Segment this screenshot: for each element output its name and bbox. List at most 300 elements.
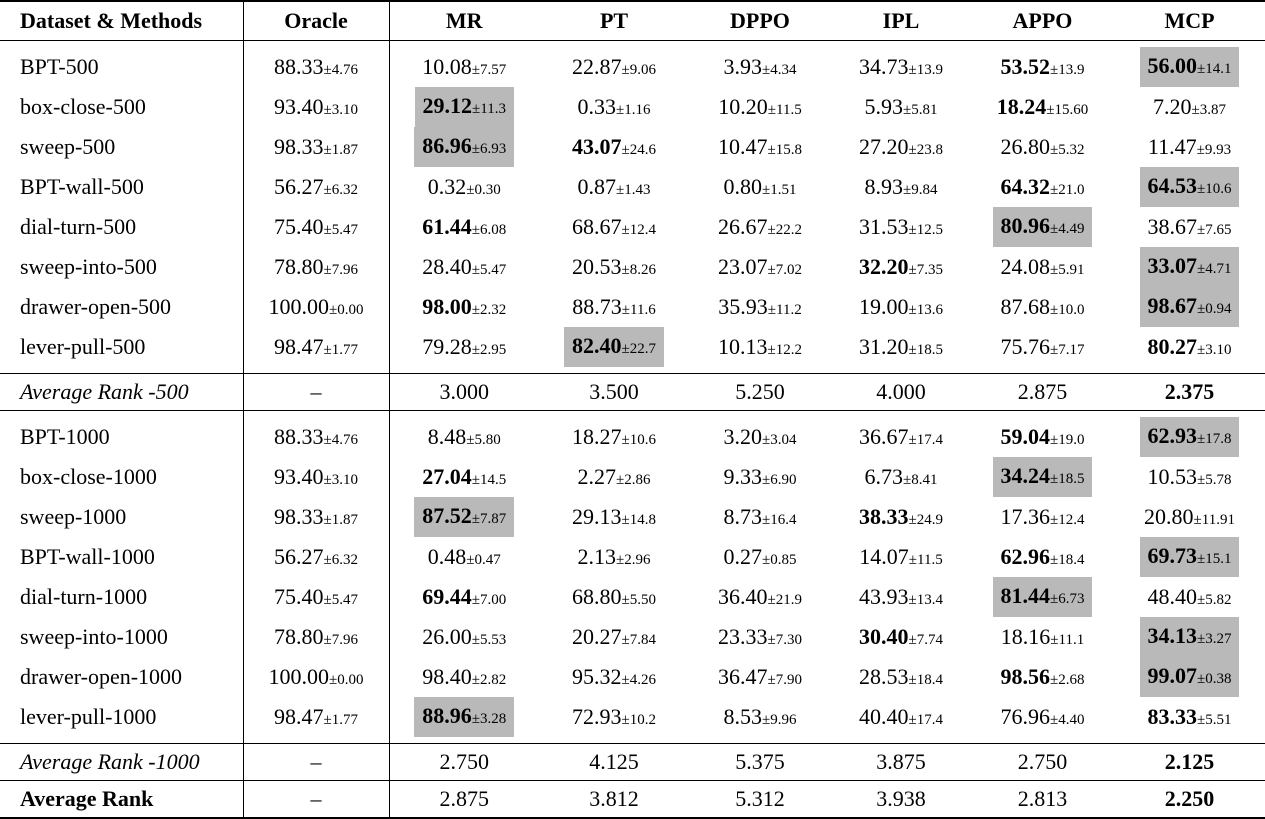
value — [1018, 786, 1068, 811]
std-value: ±12.2 — [767, 342, 802, 358]
header-pt: PT — [539, 1, 689, 41]
value — [876, 749, 926, 774]
value — [1148, 584, 1232, 609]
cell-pt — [539, 457, 689, 497]
cell-ipl — [831, 327, 971, 374]
cell-ipl — [831, 411, 971, 458]
value — [1001, 624, 1084, 649]
std-value: ±10.6 — [1197, 181, 1232, 197]
cell-mcp — [1114, 41, 1265, 88]
mean-value: 10.53 — [1147, 464, 1197, 489]
std-value: ±2.86 — [616, 472, 651, 488]
cell-mcp — [1114, 167, 1265, 207]
cell-mcp — [1114, 537, 1265, 577]
std-value: ±17.4 — [908, 432, 943, 448]
std-value: ±11.5 — [908, 552, 943, 568]
cell-mcp — [1114, 127, 1265, 167]
cell-oracle — [243, 287, 389, 327]
value — [1153, 94, 1226, 119]
value — [1001, 544, 1085, 569]
std-value: ±3.28 — [471, 711, 507, 727]
cell-dppo — [689, 247, 831, 287]
mean-value: 75.76 — [1000, 334, 1050, 359]
highlighted-value — [1140, 287, 1240, 327]
cell-mr — [389, 577, 539, 617]
value — [1001, 504, 1085, 529]
mean-value: 5.250 — [735, 379, 785, 404]
std-value: ±15.1 — [1197, 551, 1232, 567]
mean-value: 8.48 — [427, 424, 467, 449]
mean-value: 36.67 — [859, 424, 909, 449]
mean-value: 6.73 — [864, 464, 903, 489]
std-value: ±1.16 — [616, 102, 651, 118]
std-value: ±11.3 — [472, 101, 506, 117]
std-value: ±0.85 — [762, 552, 797, 568]
mean-value: 24.08 — [1000, 254, 1050, 279]
mean-value: 93.40 — [274, 94, 324, 119]
std-value: ±18.4 — [1050, 552, 1085, 568]
std-value: ±7.84 — [621, 632, 656, 648]
std-value: ±6.32 — [323, 182, 358, 198]
value — [859, 584, 943, 609]
cell-appo — [971, 457, 1114, 497]
highlighted-value — [1140, 417, 1240, 457]
mean-value: 18.24 — [996, 94, 1047, 119]
mean-value: 26.80 — [1000, 134, 1050, 159]
mean-value: 34.24 — [1000, 463, 1050, 488]
std-value: ±11.5 — [767, 102, 802, 118]
mean-value: 88.96 — [422, 703, 472, 728]
mean-value: 100.00 — [268, 664, 329, 689]
value — [422, 254, 506, 279]
std-value: ±5.82 — [1197, 592, 1232, 608]
value — [440, 749, 490, 774]
mean-value: 9.33 — [723, 464, 762, 489]
std-value: ±5.47 — [471, 262, 507, 278]
mean-value: 10.13 — [718, 334, 768, 359]
value — [1165, 786, 1215, 811]
mean-value: 20.80 — [1144, 504, 1194, 529]
value — [274, 704, 358, 729]
std-value: ±7.35 — [908, 262, 943, 278]
cell-appo — [971, 781, 1114, 819]
std-value: ±24.6 — [621, 142, 656, 158]
value — [572, 214, 656, 239]
value — [718, 664, 802, 689]
std-value: ±4.76 — [323, 432, 358, 448]
cell-oracle — [243, 41, 389, 88]
cell-ipl — [831, 537, 971, 577]
header-mcp: MCP — [1114, 1, 1265, 41]
mean-value: 100.00 — [268, 294, 329, 319]
std-value: ±18.4 — [908, 672, 943, 688]
value — [865, 94, 938, 119]
value — [572, 54, 656, 79]
row-label: box-close-500 — [0, 87, 243, 127]
cell-appo — [971, 127, 1114, 167]
std-value: ±1.77 — [323, 342, 358, 358]
cell-dppo — [689, 167, 831, 207]
mean-value: 5.375 — [735, 749, 785, 774]
value — [859, 334, 943, 359]
cell-appo — [971, 247, 1114, 287]
value — [274, 54, 358, 79]
cell-appo — [971, 744, 1114, 781]
cell-mcp — [1114, 657, 1265, 697]
std-value: ±3.10 — [1197, 342, 1232, 358]
mean-value: 75.40 — [274, 214, 324, 239]
mean-value: 2.125 — [1164, 749, 1215, 774]
mean-value: 93.40 — [274, 464, 324, 489]
value — [1001, 424, 1085, 449]
table-row — [0, 537, 1265, 577]
value — [422, 464, 506, 489]
std-value: ±5.50 — [621, 592, 656, 608]
value — [274, 254, 358, 279]
value — [859, 134, 943, 159]
header-mr: MR — [389, 1, 539, 41]
value — [589, 749, 639, 774]
cell-ipl — [831, 287, 971, 327]
mean-value: 2.750 — [439, 749, 489, 774]
value — [859, 664, 943, 689]
cell-mr — [389, 327, 539, 374]
mean-value: 14.07 — [859, 544, 909, 569]
value — [274, 544, 358, 569]
value — [274, 134, 358, 159]
mean-value: 81.44 — [1000, 583, 1050, 608]
cell-pt — [539, 537, 689, 577]
std-value: ±4.76 — [323, 62, 358, 78]
value — [1148, 214, 1232, 239]
cell-dppo — [689, 87, 831, 127]
cell-appo — [971, 41, 1114, 88]
mean-value: 10.08 — [422, 54, 472, 79]
std-value: ±1.87 — [323, 512, 358, 528]
mean-value: 98.33 — [274, 134, 324, 159]
std-value: ±11.1 — [1050, 632, 1085, 648]
cell-oracle — [243, 411, 389, 458]
value — [859, 294, 943, 319]
cell-mcp — [1114, 374, 1265, 411]
average-rank-row — [0, 744, 1265, 781]
row-label: sweep-1000 — [0, 497, 243, 537]
std-value: ±0.00 — [329, 672, 364, 688]
value — [1148, 704, 1232, 729]
value — [422, 334, 506, 359]
mean-value: 43.07 — [572, 134, 622, 159]
row-label: lever-pull-500 — [0, 327, 243, 374]
value — [1001, 334, 1085, 359]
cell-oracle — [243, 247, 389, 287]
value — [428, 424, 501, 449]
mean-value: 4.000 — [876, 379, 926, 404]
highlighted-value — [993, 457, 1093, 497]
mean-value: 18.16 — [1000, 624, 1051, 649]
std-value: ±16.4 — [762, 512, 797, 528]
value — [572, 134, 656, 159]
std-value: ±3.87 — [1191, 102, 1226, 118]
std-value: ±3.04 — [762, 432, 797, 448]
mean-value: 26.67 — [718, 214, 768, 239]
value — [572, 254, 656, 279]
std-value: ±3.27 — [1197, 631, 1232, 647]
value — [724, 174, 797, 199]
cell-ipl — [831, 247, 971, 287]
value — [859, 254, 943, 279]
mean-value: 62.96 — [1000, 544, 1050, 569]
mean-value: 3.812 — [589, 786, 639, 811]
mean-value: – — [310, 379, 322, 404]
value — [578, 174, 651, 199]
mean-value: 10.47 — [718, 134, 768, 159]
table-row — [0, 457, 1265, 497]
header-dataset-methods: Dataset & Methods — [0, 1, 243, 41]
std-value: ±10.2 — [621, 712, 656, 728]
cell-mcp — [1114, 577, 1265, 617]
mean-value: 35.93 — [718, 294, 768, 319]
row-label: dial-turn-500 — [0, 207, 243, 247]
std-value: ±13.6 — [908, 302, 943, 318]
cell-mr — [389, 617, 539, 657]
mean-value: 28.40 — [422, 254, 472, 279]
mean-value: 56.27 — [274, 174, 324, 199]
cell-oracle — [243, 167, 389, 207]
mean-value: 95.32 — [572, 664, 622, 689]
cell-ipl — [831, 781, 971, 819]
value — [859, 424, 943, 449]
cell-dppo — [689, 411, 831, 458]
mean-value: 43.93 — [859, 584, 909, 609]
mean-value: 83.33 — [1147, 704, 1197, 729]
std-value: ±7.57 — [471, 62, 507, 78]
cell-appo — [971, 577, 1114, 617]
value — [589, 379, 639, 404]
cell-mcp — [1114, 411, 1265, 458]
mean-value: 34.73 — [859, 54, 909, 79]
row-label: BPT-wall-1000 — [0, 537, 243, 577]
std-value: ±1.87 — [323, 142, 358, 158]
highlighted-value — [414, 497, 514, 537]
mean-value: 78.80 — [274, 624, 324, 649]
mean-value: 82.40 — [572, 333, 622, 358]
std-value: ±15.60 — [1046, 102, 1089, 118]
mean-value: 36.47 — [718, 664, 768, 689]
row-label: drawer-open-500 — [0, 287, 243, 327]
mean-value: 20.27 — [572, 624, 622, 649]
value — [859, 624, 943, 649]
row-label: BPT-wall-500 — [0, 167, 243, 207]
value — [1001, 664, 1085, 689]
value — [735, 379, 785, 404]
cell-mcp — [1114, 697, 1265, 744]
cell-ipl — [831, 697, 971, 744]
value — [1001, 54, 1085, 79]
cell-mr — [389, 167, 539, 207]
cell-pt — [539, 247, 689, 287]
mean-value: 69.73 — [1147, 543, 1197, 568]
cell-oracle — [243, 744, 389, 781]
value — [865, 174, 938, 199]
table-row — [0, 497, 1265, 537]
value — [876, 379, 926, 404]
cell-appo — [971, 287, 1114, 327]
mean-value: 48.40 — [1147, 584, 1197, 609]
std-value: ±2.68 — [1050, 672, 1085, 688]
mean-value: 27.20 — [859, 134, 909, 159]
table-row — [0, 167, 1265, 207]
std-value: ±4.49 — [1050, 221, 1085, 237]
mean-value: 78.80 — [274, 254, 324, 279]
cell-ipl — [831, 127, 971, 167]
value — [718, 214, 802, 239]
highlighted-value — [993, 207, 1093, 247]
std-value: ±11.91 — [1193, 512, 1235, 528]
std-value: ±21.9 — [767, 592, 802, 608]
value — [572, 504, 656, 529]
mean-value: 75.40 — [274, 584, 324, 609]
cell-oracle — [243, 374, 389, 411]
value — [572, 294, 655, 319]
cell-dppo — [689, 617, 831, 657]
std-value: ±13.4 — [908, 592, 943, 608]
value — [578, 544, 651, 569]
mean-value: 79.28 — [422, 334, 472, 359]
std-value: ±8.26 — [621, 262, 656, 278]
value — [997, 94, 1088, 119]
cell-mcp — [1114, 497, 1265, 537]
std-value: ±7.74 — [908, 632, 943, 648]
mean-value: 88.73 — [572, 294, 622, 319]
std-value: ±9.84 — [903, 182, 938, 198]
cell-oracle — [243, 207, 389, 247]
mean-value: 0.33 — [577, 94, 616, 119]
std-value: ±1.51 — [762, 182, 797, 198]
value — [422, 54, 506, 79]
table-row — [0, 411, 1265, 458]
cell-mcp — [1114, 457, 1265, 497]
value — [274, 504, 358, 529]
value — [269, 294, 364, 319]
value — [859, 214, 943, 239]
std-value: ±3.10 — [323, 472, 358, 488]
value — [1144, 504, 1235, 529]
value — [1148, 134, 1231, 159]
mean-value: 29.12 — [422, 93, 473, 118]
value — [1018, 379, 1068, 404]
mean-value: 87.52 — [422, 503, 472, 528]
mean-value: 5.93 — [864, 94, 903, 119]
std-value: ±5.81 — [903, 102, 938, 118]
value — [422, 214, 506, 239]
mean-value: 98.40 — [422, 664, 472, 689]
value — [422, 584, 506, 609]
mean-value: 32.20 — [859, 254, 909, 279]
cell-mcp — [1114, 247, 1265, 287]
value — [422, 294, 506, 319]
cell-ipl — [831, 657, 971, 697]
cell-dppo — [689, 127, 831, 167]
mean-value: 68.80 — [572, 584, 622, 609]
row-label: drawer-open-1000 — [0, 657, 243, 697]
mean-value: 2.375 — [1164, 379, 1215, 404]
std-value: ±18.5 — [908, 342, 943, 358]
mean-value: 88.33 — [274, 424, 324, 449]
value — [269, 664, 364, 689]
std-value: ±11.6 — [621, 302, 656, 318]
std-value: ±7.17 — [1050, 342, 1085, 358]
value — [311, 379, 322, 404]
std-value: ±4.71 — [1197, 261, 1232, 277]
std-value: ±12.4 — [1050, 512, 1085, 528]
cell-dppo — [689, 781, 831, 819]
std-value: ±9.06 — [621, 62, 656, 78]
cell-dppo — [689, 744, 831, 781]
value — [724, 544, 797, 569]
mean-value: 8.93 — [864, 174, 903, 199]
value — [724, 504, 797, 529]
std-value: ±22.2 — [767, 222, 802, 238]
value — [274, 424, 358, 449]
value — [735, 749, 785, 774]
std-value: ±4.40 — [1050, 712, 1085, 728]
cell-dppo — [689, 457, 831, 497]
cell-mr — [389, 497, 539, 537]
cell-mr — [389, 457, 539, 497]
cell-mr — [389, 657, 539, 697]
std-value: ±1.43 — [616, 182, 651, 198]
cell-oracle — [243, 457, 389, 497]
cell-appo — [971, 327, 1114, 374]
std-value: ±2.96 — [616, 552, 651, 568]
std-value: ±10.6 — [621, 432, 656, 448]
value — [1001, 704, 1085, 729]
value — [428, 544, 501, 569]
cell-pt — [539, 697, 689, 744]
cell-ipl — [831, 87, 971, 127]
cell-ipl — [831, 374, 971, 411]
header-row — [0, 1, 1265, 41]
highlighted-value — [1140, 247, 1240, 287]
mean-value: 88.33 — [274, 54, 324, 79]
row-label: sweep-500 — [0, 127, 243, 167]
highlighted-value — [414, 127, 514, 167]
cell-ipl — [831, 617, 971, 657]
std-value: ±6.32 — [323, 552, 358, 568]
mean-value: – — [310, 749, 322, 774]
cell-pt — [539, 167, 689, 207]
std-value: ±10.0 — [1050, 302, 1085, 318]
std-value: ±13.9 — [908, 62, 943, 78]
std-value: ±22.7 — [621, 341, 656, 357]
std-value: ±8.41 — [903, 472, 938, 488]
cell-dppo — [689, 697, 831, 744]
cell-ipl — [831, 497, 971, 537]
std-value: ±7.87 — [471, 511, 507, 527]
std-value: ±5.32 — [1050, 142, 1085, 158]
mean-value: 23.07 — [718, 254, 768, 279]
cell-oracle — [243, 617, 389, 657]
mean-value: 98.00 — [422, 294, 472, 319]
value — [572, 704, 656, 729]
mean-value: 31.20 — [859, 334, 909, 359]
mean-value: 3.875 — [876, 749, 926, 774]
mean-value: 69.44 — [422, 584, 472, 609]
highlighted-value — [993, 577, 1093, 617]
cell-mcp — [1114, 207, 1265, 247]
mean-value: 64.32 — [1000, 174, 1050, 199]
value — [274, 334, 358, 359]
